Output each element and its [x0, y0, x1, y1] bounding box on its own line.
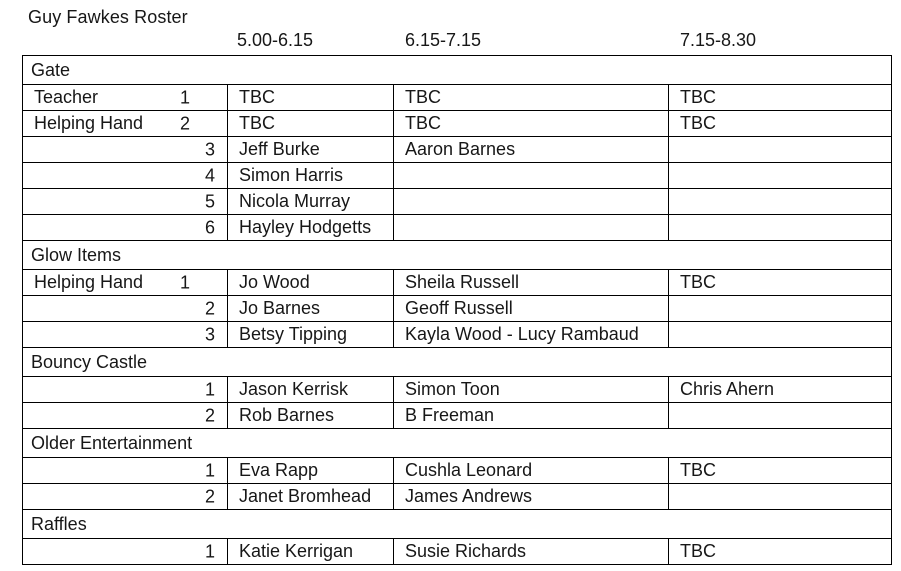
section-header-cell: Glow Items [23, 241, 892, 270]
position-number: 3 [204, 324, 215, 344]
slot-cell: TBC [669, 539, 892, 565]
role-cell [23, 270, 228, 296]
section-row [23, 510, 892, 539]
slot-cell: Eva Rapp [228, 458, 394, 484]
section-header-cell: Older Entertainment [23, 429, 892, 458]
position-number: 2 [204, 405, 215, 425]
role-label: Teacher [34, 87, 99, 107]
page-title: Guy Fawkes Roster [28, 7, 188, 27]
position-number: 2 [179, 113, 190, 133]
section-row [23, 241, 892, 270]
role-cell [23, 377, 228, 403]
position-number: 6 [204, 217, 215, 237]
slot-cell: TBC [669, 85, 892, 111]
role-cell [23, 137, 228, 163]
slot-cell [394, 163, 669, 189]
section-header-cell: Raffles [23, 510, 892, 539]
slot-cell: Chris Ahern [669, 377, 892, 403]
time-column-header-2: 6.15-7.15 [405, 30, 482, 50]
slot-cell: Jason Kerrisk [228, 377, 394, 403]
table-row [23, 137, 892, 163]
slot-cell: Nicola Murray [228, 189, 394, 215]
table-row [23, 163, 892, 189]
slot-cell [394, 189, 669, 215]
position-number: 1 [204, 460, 215, 480]
position-number: 1 [204, 379, 215, 399]
slot-cell: Rob Barnes [228, 403, 394, 429]
slot-cell: Jo Barnes [228, 296, 394, 322]
role-cell [23, 539, 228, 565]
role-cell [23, 189, 228, 215]
slot-cell: James Andrews [394, 484, 669, 510]
table-row [23, 189, 892, 215]
slot-cell: TBC [228, 85, 394, 111]
table-row [23, 403, 892, 429]
slot-cell: TBC [669, 458, 892, 484]
position-number: 1 [204, 541, 215, 561]
position-number: 5 [204, 191, 215, 211]
section-header-cell: Gate [23, 56, 892, 85]
slot-cell: Jo Wood [228, 270, 394, 296]
slot-cell [669, 403, 892, 429]
position-number: 2 [204, 298, 215, 318]
role-cell [23, 484, 228, 510]
slot-cell: TBC [228, 111, 394, 137]
slot-cell: Geoff Russell [394, 296, 669, 322]
slot-cell [669, 296, 892, 322]
role-cell [23, 111, 228, 137]
slot-cell: Susie Richards [394, 539, 669, 565]
slot-cell: B Freeman [394, 403, 669, 429]
slot-cell [669, 484, 892, 510]
slot-cell [669, 137, 892, 163]
time-column-header-1: 5.00-6.15 [237, 30, 314, 50]
slot-cell: Simon Toon [394, 377, 669, 403]
slot-cell: Hayley Hodgetts [228, 215, 394, 241]
slot-cell [669, 163, 892, 189]
slot-cell [669, 215, 892, 241]
role-label: Helping Hand [34, 272, 144, 292]
role-label: Helping Hand [34, 113, 144, 133]
slot-cell: Aaron Barnes [394, 137, 669, 163]
section-row [23, 56, 892, 85]
slot-cell: TBC [394, 85, 669, 111]
role-cell [23, 85, 228, 111]
table-row [23, 215, 892, 241]
table-row [23, 111, 892, 137]
slot-cell: Janet Bromhead [228, 484, 394, 510]
position-number: 2 [204, 486, 215, 506]
slot-cell [669, 189, 892, 215]
slot-cell: Kayla Wood - Lucy Rambaud [394, 322, 669, 348]
section-header-cell: Bouncy Castle [23, 348, 892, 377]
position-number: 1 [179, 272, 190, 292]
slot-cell: TBC [669, 270, 892, 296]
position-number: 3 [204, 139, 215, 159]
slot-cell: Simon Harris [228, 163, 394, 189]
role-cell [23, 403, 228, 429]
table-row [23, 539, 892, 565]
role-cell [23, 322, 228, 348]
slot-cell: Cushla Leonard [394, 458, 669, 484]
slot-cell [394, 215, 669, 241]
role-cell [23, 163, 228, 189]
slot-cell [669, 322, 892, 348]
table-row [23, 377, 892, 403]
table-row [23, 458, 892, 484]
table-row [23, 85, 892, 111]
table-row [23, 484, 892, 510]
role-cell [23, 296, 228, 322]
section-row [23, 348, 892, 377]
slot-cell: Sheila Russell [394, 270, 669, 296]
table-row [23, 270, 892, 296]
section-row [23, 429, 892, 458]
position-number: 4 [204, 165, 215, 185]
slot-cell: Jeff Burke [228, 137, 394, 163]
table-row [23, 296, 892, 322]
role-cell [23, 458, 228, 484]
role-cell [23, 215, 228, 241]
slot-cell: Katie Kerrigan [228, 539, 394, 565]
table-row [23, 322, 892, 348]
time-column-header-3: 7.15-8.30 [680, 30, 757, 50]
roster-table [22, 55, 892, 565]
slot-cell: TBC [669, 111, 892, 137]
slot-cell: Betsy Tipping [228, 322, 394, 348]
slot-cell: TBC [394, 111, 669, 137]
position-number: 1 [179, 87, 190, 107]
